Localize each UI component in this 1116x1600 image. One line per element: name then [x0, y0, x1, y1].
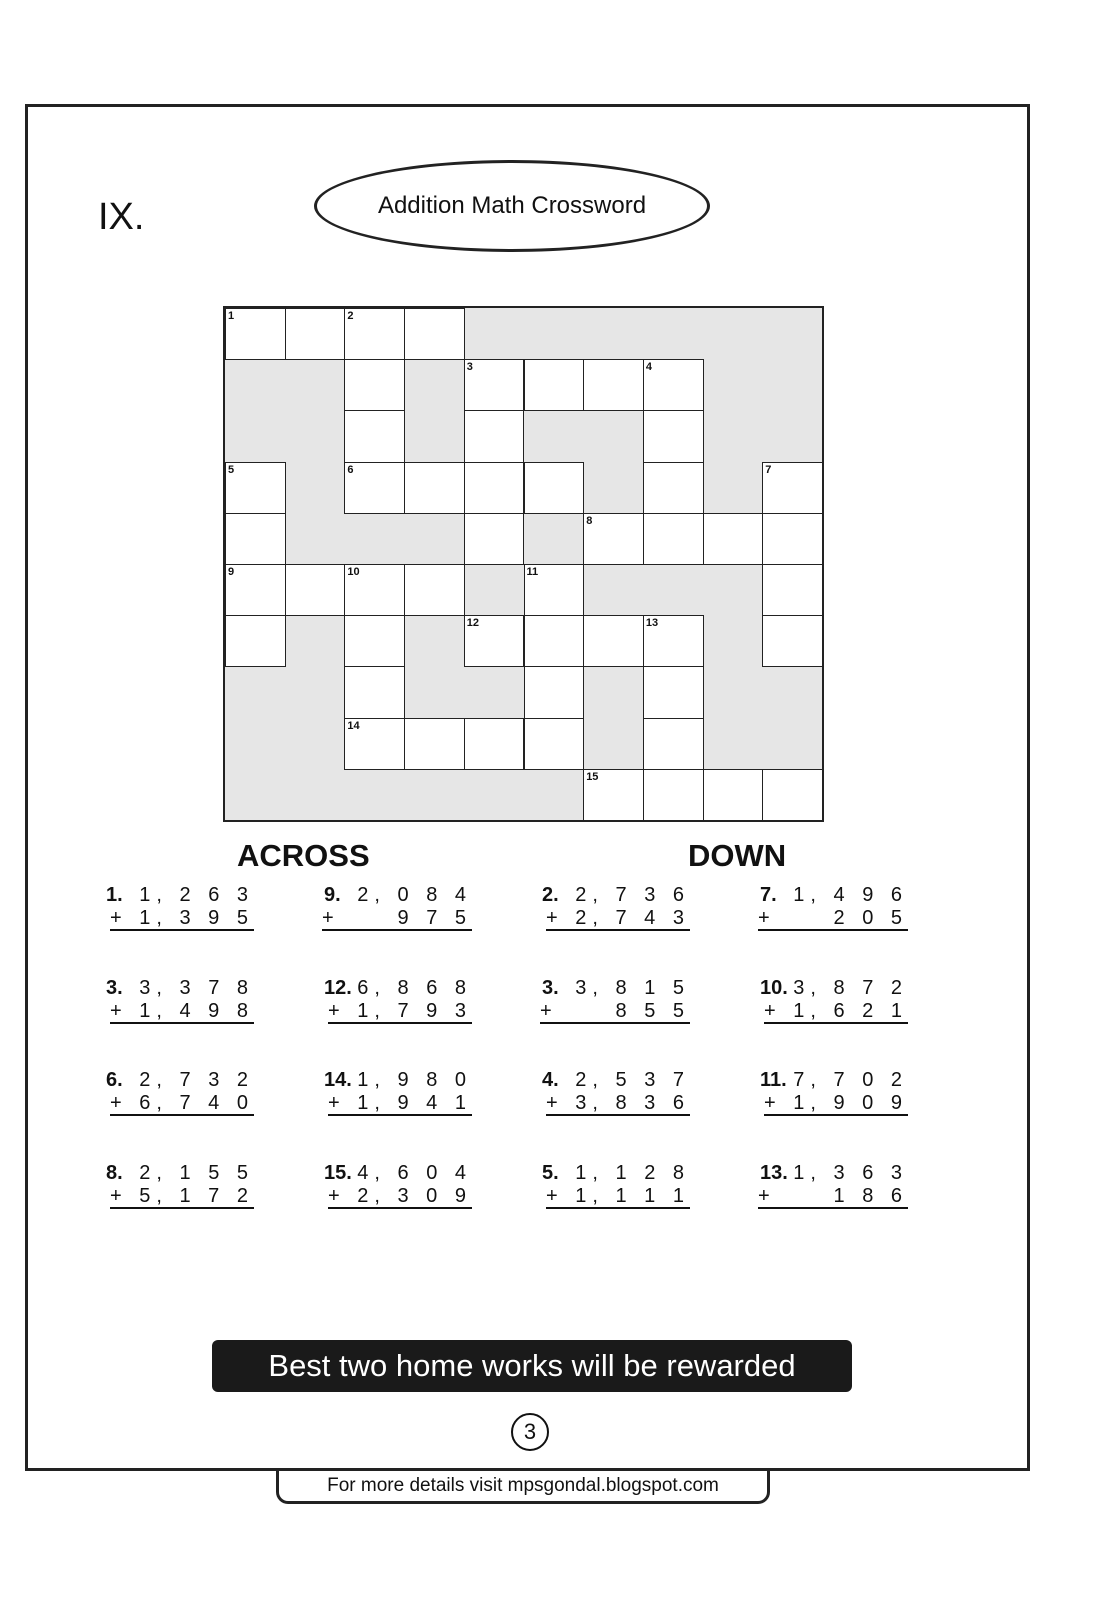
crossword-cell[interactable] — [225, 308, 286, 360]
clue-number: 3. — [542, 977, 559, 999]
crossword-cell[interactable] — [762, 462, 823, 514]
clue-number: 6. — [106, 1069, 123, 1091]
crossword-cell[interactable] — [464, 513, 525, 565]
clue-number: 2. — [542, 884, 559, 906]
addend-top: 2, 7 3 2 — [139, 1069, 254, 1091]
down-clue — [760, 977, 908, 1033]
cell-number: 15 — [586, 770, 599, 783]
addend-bottom: + 5, 1 7 2 — [110, 1185, 254, 1207]
crossword-cell[interactable] — [225, 564, 286, 616]
crossword-cell[interactable] — [285, 564, 346, 616]
clue-number: 3. — [106, 977, 123, 999]
crossword-cell[interactable] — [404, 564, 465, 616]
down-clue — [758, 884, 908, 940]
crossword-cell[interactable] — [643, 718, 704, 770]
clue-number: 11. — [760, 1069, 787, 1091]
crossword-cell[interactable] — [344, 462, 405, 514]
crossword-cell[interactable] — [524, 564, 585, 616]
across-clue — [324, 1162, 472, 1218]
footer-tab — [276, 1470, 770, 1504]
clue-number: 4. — [542, 1069, 559, 1091]
crossword-cell[interactable] — [404, 718, 465, 770]
addend-top: 3, 3 7 8 — [139, 977, 254, 999]
crossword-cell[interactable] — [643, 769, 704, 821]
down-clue — [542, 884, 690, 940]
reward-banner-text: Best two home works will be rewarded — [268, 1348, 796, 1383]
crossword-cell[interactable] — [344, 410, 405, 462]
clue-number: 12. — [324, 977, 352, 999]
crossword-cell[interactable] — [524, 718, 585, 770]
cell-number: 12 — [466, 617, 480, 630]
page-number: 3 — [511, 1413, 549, 1451]
crossword-cell[interactable] — [643, 615, 704, 667]
cell-number: 11 — [526, 566, 539, 578]
cell-number: 9 — [228, 566, 235, 578]
across-clue — [106, 1162, 254, 1218]
addend-top: 1, 2 6 3 — [139, 884, 254, 906]
clue-number: 9. — [324, 884, 341, 906]
clue-number: 8. — [106, 1162, 123, 1184]
addend-top: 1, 4 9 6 — [793, 884, 908, 906]
clue-number: 1. — [106, 884, 123, 906]
across-clue — [324, 977, 472, 1033]
addend-bottom: + 1, 7 9 3 — [328, 1000, 472, 1022]
crossword-cell[interactable] — [344, 718, 405, 770]
addend-bottom: + 8 5 5 — [540, 1000, 690, 1022]
crossword-cell[interactable] — [643, 359, 704, 411]
addend-bottom: + 1, 3 9 5 — [110, 907, 254, 929]
crossword-cell[interactable] — [643, 410, 704, 462]
across-clue — [106, 977, 254, 1033]
across-clue — [322, 884, 472, 940]
addend-bottom: + 2, 7 4 3 — [546, 907, 690, 929]
page-title — [314, 160, 710, 252]
down-clue — [760, 1069, 908, 1125]
crossword-cell[interactable] — [762, 769, 823, 821]
down-clue — [542, 1162, 690, 1218]
addend-bottom: + 1, 9 4 1 — [328, 1092, 472, 1114]
crossword-cell[interactable] — [583, 359, 644, 411]
cell-number: 10 — [347, 566, 360, 578]
down-heading: DOWN — [688, 838, 787, 873]
clue-number: 5. — [542, 1162, 559, 1184]
crossword-cell[interactable] — [524, 666, 585, 718]
page-title-text: Addition Math Crossword — [377, 192, 647, 219]
crossword-cell[interactable] — [344, 359, 405, 411]
crossword-cell[interactable] — [464, 462, 525, 514]
across-clue — [106, 884, 254, 940]
crossword-cell[interactable] — [344, 564, 405, 616]
addend-bottom: + 3, 8 3 6 — [546, 1092, 690, 1114]
clue-number: 10. — [760, 977, 788, 999]
cell-number: 5 — [228, 463, 235, 476]
crossword-cell[interactable] — [643, 513, 704, 565]
cell-number: 3 — [466, 361, 473, 374]
addend-bottom: + 1, 1 1 1 — [546, 1185, 690, 1207]
addend-top: 4, 6 0 4 — [357, 1162, 472, 1184]
cell-number: 14 — [347, 719, 360, 732]
addend-top: 7, 7 0 2 — [793, 1069, 908, 1091]
clue-number: 15. — [324, 1162, 352, 1184]
addend-bottom: + 6, 7 4 0 — [110, 1092, 254, 1114]
addend-top: 2, 5 3 7 — [575, 1069, 690, 1091]
crossword-cell[interactable] — [762, 615, 823, 667]
crossword-cell[interactable] — [762, 513, 823, 565]
down-clue — [542, 1069, 690, 1125]
crossword-cell[interactable] — [404, 462, 465, 514]
cell-number: 7 — [765, 463, 772, 476]
cell-number: 1 — [228, 310, 235, 322]
addend-top: 1, 9 8 0 — [357, 1069, 472, 1091]
addend-bottom: + 1, 6 2 1 — [764, 1000, 908, 1022]
crossword-grid — [223, 306, 824, 822]
crossword-cell[interactable] — [524, 462, 585, 514]
down-clue — [540, 977, 690, 1033]
crossword-cell[interactable] — [344, 666, 405, 718]
addend-top: 1, 1 2 8 — [575, 1162, 690, 1184]
crossword-cell[interactable] — [524, 359, 585, 411]
addend-top: 2, 1 5 5 — [139, 1162, 254, 1184]
crossword-cell[interactable] — [464, 718, 525, 770]
crossword-cell[interactable] — [225, 462, 286, 514]
crossword-cell[interactable] — [225, 615, 286, 667]
across-heading: ACROSS — [237, 838, 370, 873]
clue-number: 13. — [760, 1162, 788, 1184]
cell-number: 2 — [347, 310, 354, 322]
crossword-cell[interactable] — [583, 615, 644, 667]
addend-top: 3, 8 1 5 — [575, 977, 690, 999]
addend-top: 1, 3 6 3 — [793, 1162, 908, 1184]
down-clue — [758, 1162, 908, 1218]
crossword-cell[interactable] — [703, 513, 764, 565]
addend-top: 2, 0 8 4 — [357, 884, 472, 906]
crossword-cell[interactable] — [464, 410, 525, 462]
addend-bottom: + 1, 9 0 9 — [764, 1092, 908, 1114]
crossword-cell[interactable] — [583, 513, 644, 565]
addend-bottom: + 1 8 6 — [758, 1185, 908, 1207]
crossword-cell[interactable] — [464, 615, 525, 667]
crossword-cell[interactable] — [703, 769, 764, 821]
crossword-cell[interactable] — [344, 308, 405, 360]
addend-bottom: + 1, 4 9 8 — [110, 1000, 254, 1022]
cell-number: 4 — [645, 361, 653, 374]
crossword-cell[interactable] — [524, 615, 585, 667]
addend-bottom: + 2 0 5 — [758, 907, 908, 929]
crossword-cell[interactable] — [404, 308, 465, 360]
crossword-cell[interactable] — [583, 769, 644, 821]
addend-top: 2, 7 3 6 — [575, 884, 690, 906]
addend-top: 3, 8 7 2 — [793, 977, 908, 999]
addend-top: 6, 8 6 8 — [357, 977, 472, 999]
across-clue — [324, 1069, 472, 1125]
cell-number: 13 — [645, 617, 659, 630]
crossword-cell[interactable] — [643, 666, 704, 718]
crossword-cell[interactable] — [344, 615, 405, 667]
across-clue — [106, 1069, 254, 1125]
addend-bottom: + 9 7 5 — [322, 907, 472, 929]
cell-number: 6 — [347, 463, 354, 476]
crossword-cell[interactable] — [285, 308, 346, 360]
addend-bottom: + 2, 3 0 9 — [328, 1185, 472, 1207]
section-number: IX. — [98, 196, 145, 238]
crossword-cell[interactable] — [464, 359, 525, 411]
crossword-cell[interactable] — [225, 513, 286, 565]
reward-banner — [212, 1340, 852, 1392]
cell-number: 8 — [586, 514, 593, 527]
crossword-cell[interactable] — [643, 462, 704, 514]
clue-number: 14. — [324, 1069, 352, 1091]
crossword-cell[interactable] — [762, 564, 823, 616]
clue-number: 7. — [760, 884, 777, 906]
footer-text: For more details visit mpsgondal.blogspot.com — [327, 1474, 719, 1496]
